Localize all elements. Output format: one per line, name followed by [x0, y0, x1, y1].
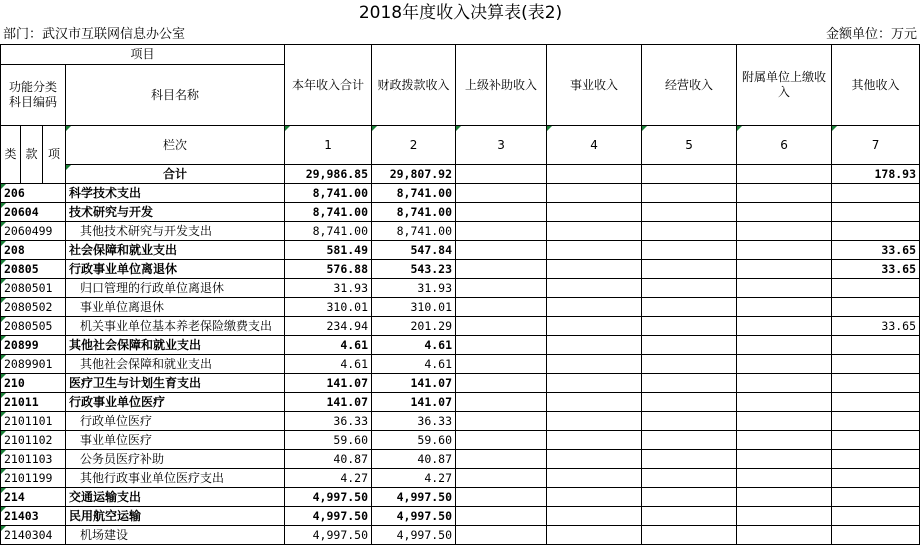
column-row-label: 栏次 — [66, 126, 285, 165]
col-header-1: 本年收入合计 — [285, 45, 372, 126]
table-row — [1, 469, 920, 488]
table-row — [1, 526, 920, 545]
amount-cell — [456, 488, 547, 507]
amount-cell — [547, 336, 642, 355]
amount-cell — [642, 488, 737, 507]
amount-cell — [832, 279, 920, 298]
amount-cell: 543.23 — [372, 260, 456, 279]
amount-cell: 201.29 — [372, 317, 456, 336]
amount-cell — [642, 355, 737, 374]
amount-cell: 33.65 — [832, 260, 920, 279]
amount-cell — [832, 184, 920, 203]
amount-cell — [456, 393, 547, 412]
amount-cell — [642, 279, 737, 298]
amount-cell — [642, 507, 737, 526]
amount-cell — [547, 203, 642, 222]
amount-cell — [642, 317, 737, 336]
total-value — [737, 165, 832, 184]
amount-cell — [456, 222, 547, 241]
amount-cell: 59.60 — [285, 431, 372, 450]
amount-cell — [547, 526, 642, 545]
col-header-3: 上级补助收入 — [456, 45, 547, 126]
amount-cell — [832, 431, 920, 450]
subject-code: 2140304 — [1, 526, 66, 545]
table-row — [1, 374, 920, 393]
amount-cell: 4.61 — [285, 336, 372, 355]
subject-name: 事业单位离退休 — [66, 298, 285, 317]
amount-cell: 310.01 — [285, 298, 372, 317]
amount-cell — [642, 298, 737, 317]
col-number-6: 6 — [737, 126, 832, 165]
amount-cell: 40.87 — [372, 450, 456, 469]
amount-cell — [832, 469, 920, 488]
amount-cell — [737, 469, 832, 488]
amount-cell — [456, 431, 547, 450]
amount-cell: 36.33 — [285, 412, 372, 431]
amount-cell — [832, 488, 920, 507]
subject-name: 归口管理的行政单位离退休 — [66, 279, 285, 298]
col-number-3: 3 — [456, 126, 547, 165]
subject-code: 214 — [1, 488, 66, 507]
col-number-1: 1 — [285, 126, 372, 165]
amount-cell — [547, 317, 642, 336]
total-value — [456, 165, 547, 184]
amount-cell — [456, 450, 547, 469]
amount-cell — [456, 260, 547, 279]
total-value: 178.93 — [832, 165, 920, 184]
amount-cell: 4,997.50 — [372, 526, 456, 545]
amount-cell — [547, 374, 642, 393]
subject-name: 其他技术研究与开发支出 — [66, 222, 285, 241]
total-row — [1, 165, 920, 184]
amount-cell — [832, 526, 920, 545]
amount-cell: 8,741.00 — [372, 184, 456, 203]
col-number-7: 7 — [832, 126, 920, 165]
amount-cell — [547, 431, 642, 450]
amount-cell: 4,997.50 — [372, 507, 456, 526]
subject-name: 社会保障和就业支出 — [66, 241, 285, 260]
report-title: 2018年度收入决算表(表2) — [358, 3, 563, 23]
amount-cell — [737, 222, 832, 241]
item-group-header: 项目 — [1, 45, 285, 65]
subject-code: 20805 — [1, 260, 66, 279]
subject-code: 208 — [1, 241, 66, 260]
amount-cell — [832, 355, 920, 374]
amount-cell — [737, 355, 832, 374]
amount-cell — [737, 374, 832, 393]
amount-cell — [642, 469, 737, 488]
amount-cell — [642, 203, 737, 222]
amount-cell — [456, 336, 547, 355]
subject-code: 20604 — [1, 203, 66, 222]
amount-cell — [832, 298, 920, 317]
amount-cell: 8,741.00 — [285, 184, 372, 203]
table-row — [1, 507, 920, 526]
subject-code: 2101199 — [1, 469, 66, 488]
col-header-7: 其他收入 — [832, 45, 920, 126]
amount-cell: 4.61 — [372, 336, 456, 355]
amount-cell — [547, 450, 642, 469]
amount-cell — [832, 450, 920, 469]
amount-cell: 4.61 — [372, 355, 456, 374]
amount-cell — [456, 507, 547, 526]
subject-name: 其他社会保障和就业支出 — [66, 355, 285, 374]
subject-name: 机关事业单位基本养老保险缴费支出 — [66, 317, 285, 336]
amount-cell: 31.93 — [372, 279, 456, 298]
income-table — [0, 44, 920, 545]
table-row — [1, 184, 920, 203]
amount-cell — [737, 298, 832, 317]
amount-cell: 4,997.50 — [285, 488, 372, 507]
amount-cell — [737, 203, 832, 222]
col-header-6: 附属单位上缴收入 — [737, 45, 832, 126]
subject-code: 2080502 — [1, 298, 66, 317]
col-header-4: 事业收入 — [547, 45, 642, 126]
col-number-2: 2 — [372, 126, 456, 165]
table-row — [1, 279, 920, 298]
department-label: 部门：武汉市互联网信息办公室 — [3, 27, 186, 42]
subject-name: 交通运输支出 — [66, 488, 285, 507]
amount-cell — [547, 222, 642, 241]
total-value: 29,807.92 — [372, 165, 456, 184]
amount-cell: 4,997.50 — [372, 488, 456, 507]
amount-cell — [642, 241, 737, 260]
subject-code: 20899 — [1, 336, 66, 355]
amount-cell: 8,741.00 — [372, 203, 456, 222]
col-header-2: 财政拨款收入 — [372, 45, 456, 126]
total-label: 合计 — [66, 165, 285, 184]
subject-name: 科学技术支出 — [66, 184, 285, 203]
amount-cell: 40.87 — [285, 450, 372, 469]
amount-cell — [832, 393, 920, 412]
unit-label: 金额单位：万元 — [825, 27, 917, 42]
amount-cell — [832, 412, 920, 431]
table-row — [1, 317, 920, 336]
amount-cell — [456, 355, 547, 374]
amount-cell — [737, 336, 832, 355]
amount-cell: 141.07 — [372, 374, 456, 393]
amount-cell — [642, 222, 737, 241]
table-row — [1, 355, 920, 374]
subject-name: 其他社会保障和就业支出 — [66, 336, 285, 355]
amount-cell — [642, 336, 737, 355]
subject-code: 2101102 — [1, 431, 66, 450]
col-number-4: 4 — [547, 126, 642, 165]
subject-name: 行政事业单位离退休 — [66, 260, 285, 279]
amount-cell — [547, 260, 642, 279]
kuan-header: 款 — [21, 126, 43, 184]
amount-cell — [547, 355, 642, 374]
amount-cell: 33.65 — [832, 241, 920, 260]
total-value — [642, 165, 737, 184]
amount-cell — [547, 507, 642, 526]
amount-cell — [456, 374, 547, 393]
amount-cell — [456, 526, 547, 545]
amount-cell — [456, 317, 547, 336]
subject-code: 206 — [1, 184, 66, 203]
amount-cell — [832, 374, 920, 393]
amount-cell: 4.27 — [285, 469, 372, 488]
amount-cell: 8,741.00 — [285, 222, 372, 241]
subject-name: 技术研究与开发 — [66, 203, 285, 222]
amount-cell — [832, 222, 920, 241]
amount-cell: 36.33 — [372, 412, 456, 431]
amount-cell — [832, 507, 920, 526]
amount-cell: 8,741.00 — [285, 203, 372, 222]
col-header-5: 经营收入 — [642, 45, 737, 126]
table-row — [1, 241, 920, 260]
table-row — [1, 203, 920, 222]
amount-cell — [737, 279, 832, 298]
amount-cell: 234.94 — [285, 317, 372, 336]
subject-code: 2089901 — [1, 355, 66, 374]
table-row — [1, 222, 920, 241]
amount-cell — [642, 526, 737, 545]
amount-cell — [642, 412, 737, 431]
amount-cell — [737, 184, 832, 203]
amount-cell — [547, 298, 642, 317]
amount-cell: 141.07 — [285, 374, 372, 393]
table-row — [1, 412, 920, 431]
amount-cell — [737, 507, 832, 526]
subject-name: 医疗卫生与计划生育支出 — [66, 374, 285, 393]
subject-name: 行政单位医疗 — [66, 412, 285, 431]
amount-cell — [832, 203, 920, 222]
subject-name: 民用航空运输 — [66, 507, 285, 526]
col-number-5: 5 — [642, 126, 737, 165]
amount-cell: 33.65 — [832, 317, 920, 336]
amount-cell — [456, 203, 547, 222]
amount-cell — [737, 260, 832, 279]
total-value: 29,986.85 — [285, 165, 372, 184]
amount-cell — [456, 184, 547, 203]
amount-cell: 4.27 — [372, 469, 456, 488]
amount-cell — [642, 431, 737, 450]
amount-cell: 59.60 — [372, 431, 456, 450]
func-code-header: 功能分类科目编码 — [1, 65, 66, 126]
subject-code: 2101103 — [1, 450, 66, 469]
subject-name: 行政事业单位医疗 — [66, 393, 285, 412]
amount-cell: 576.88 — [285, 260, 372, 279]
amount-cell — [642, 393, 737, 412]
amount-cell — [642, 450, 737, 469]
subject-code: 2101101 — [1, 412, 66, 431]
table-row — [1, 431, 920, 450]
amount-cell — [737, 317, 832, 336]
amount-cell — [547, 412, 642, 431]
subject-code: 21011 — [1, 393, 66, 412]
subject-name: 事业单位医疗 — [66, 431, 285, 450]
amount-cell: 141.07 — [285, 393, 372, 412]
amount-cell: 4,997.50 — [285, 526, 372, 545]
table-row — [1, 450, 920, 469]
amount-cell: 581.49 — [285, 241, 372, 260]
amount-cell — [547, 488, 642, 507]
subject-name-header: 科目名称 — [66, 65, 285, 126]
xiang-header: 项 — [43, 126, 66, 184]
table-row — [1, 260, 920, 279]
subject-name: 公务员医疗补助 — [66, 450, 285, 469]
amount-cell: 547.84 — [372, 241, 456, 260]
amount-cell — [456, 279, 547, 298]
amount-cell — [456, 412, 547, 431]
amount-cell — [642, 260, 737, 279]
amount-cell — [737, 393, 832, 412]
amount-cell — [737, 241, 832, 260]
subject-name: 其他行政事业单位医疗支出 — [66, 469, 285, 488]
amount-cell — [456, 298, 547, 317]
amount-cell — [547, 279, 642, 298]
lei-header: 类 — [1, 126, 21, 184]
amount-cell — [547, 184, 642, 203]
amount-cell: 310.01 — [372, 298, 456, 317]
subject-code: 2060499 — [1, 222, 66, 241]
amount-cell — [547, 241, 642, 260]
amount-cell — [642, 184, 737, 203]
amount-cell — [642, 374, 737, 393]
amount-cell — [456, 241, 547, 260]
amount-cell — [547, 469, 642, 488]
amount-cell: 8,741.00 — [372, 222, 456, 241]
subject-code: 210 — [1, 374, 66, 393]
amount-cell: 4.61 — [285, 355, 372, 374]
subject-name: 机场建设 — [66, 526, 285, 545]
table-row — [1, 298, 920, 317]
subject-code: 2080501 — [1, 279, 66, 298]
table-row — [1, 393, 920, 412]
amount-cell — [737, 526, 832, 545]
amount-cell — [737, 412, 832, 431]
subject-code: 2080505 — [1, 317, 66, 336]
amount-cell: 4,997.50 — [285, 507, 372, 526]
total-value — [547, 165, 642, 184]
amount-cell — [737, 488, 832, 507]
table-row — [1, 488, 920, 507]
subject-code: 21403 — [1, 507, 66, 526]
amount-cell — [737, 431, 832, 450]
table-row — [1, 336, 920, 355]
amount-cell: 31.93 — [285, 279, 372, 298]
amount-cell — [547, 393, 642, 412]
amount-cell: 141.07 — [372, 393, 456, 412]
amount-cell — [737, 450, 832, 469]
amount-cell — [456, 469, 547, 488]
amount-cell — [832, 336, 920, 355]
